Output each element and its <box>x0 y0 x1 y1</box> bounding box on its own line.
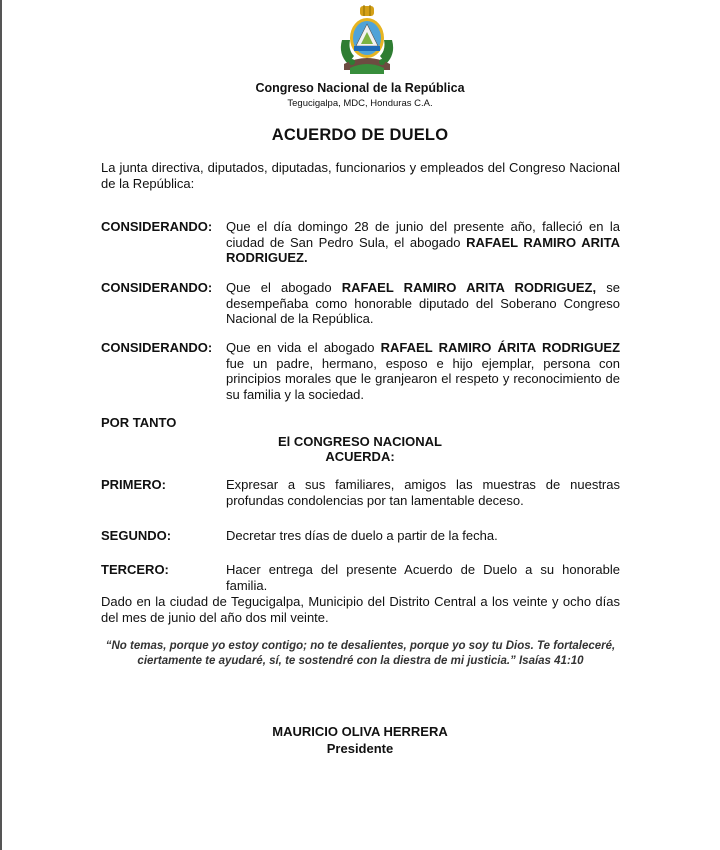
considerando-label: CONSIDERANDO: <box>101 280 213 295</box>
considerando-text-post: se desempeñaba como honorable diputado del Soberano Congreso Nacional de la República. <box>226 280 621 326</box>
acuerda-heading: ACUERDA: <box>325 449 395 464</box>
considerando-label: CONSIDERANDO: <box>101 219 213 234</box>
considerando-text-bold: RAFAEL RAMIRO ARITA RODRIGUEZ. <box>226 234 620 265</box>
signatory-role: Presidente <box>326 741 394 756</box>
resolution-label: TERCERO: <box>101 562 169 577</box>
intro-paragraph: La junta directiva, diputados, diputadas, funcionarios y empleados del Congreso Nacional de la República: <box>101 160 620 191</box>
considerando-text-pre: Que el día domingo 28 de junio del presente año, falleció en la ciudad de San Pedro Sula, el abogado <box>226 219 620 250</box>
considerando-text <box>226 280 620 327</box>
resolution-text: Decretar tres días de duelo a partir de la fecha. <box>226 528 498 543</box>
considerando-text-post: fue un padre, hermano, esposo e hijo ejemplar, persona con principios morales que le granjearon el respeto y reconocimiento de su familia y la sociedad. <box>226 355 620 402</box>
resolution-label: PRIMERO: <box>101 477 166 492</box>
congreso-heading: El CONGRESO NACIONAL <box>278 434 442 449</box>
resolution-text: Expresar a sus familiares, amigos las muestras de nuestras profundas condolencias por tan lamentable deceso. <box>226 477 620 508</box>
document-title: ACUERDO DE DUELO <box>271 126 449 144</box>
por-tanto-heading: POR TANTO <box>101 415 177 430</box>
considerando-text-pre: Que el abogado <box>226 280 342 295</box>
considerando-label: CONSIDERANDO: <box>101 340 213 355</box>
considerando-text <box>226 219 620 266</box>
signatory-name: MAURICIO OLIVA HERRERA <box>272 724 448 739</box>
institution-location: Tegucigalpa, MDC, Honduras C.A. <box>287 98 433 109</box>
institution-name: Congreso Nacional de la República <box>255 81 465 95</box>
considerando-text <box>226 340 620 402</box>
considerando-text-bold: RAFAEL RAMIRO ÁRITA RODRIGUEZ <box>380 340 621 355</box>
bible-quote: “No temas, porque yo estoy contigo; no te desalientes, porque yo soy tu Dios. Te fortaleceré, ciertamente te ayudaré, sí, te sostendré con la diestra de mi justicia.” Isaías 41:10 <box>105 640 616 667</box>
resolution-label: SEGUNDO: <box>101 528 172 543</box>
resolution-text: Hacer entrega del presente Acuerdo de Duelo a su honorable familia. <box>226 562 620 593</box>
coat-of-arms-emblem <box>336 4 398 76</box>
considerando-text-bold: RAFAEL RAMIRO ARITA RODRIGUEZ, <box>341 280 597 295</box>
dado-paragraph: Dado en la ciudad de Tegucigalpa, Municipio del Distrito Central a los veinte y ocho días del mes de junio del año dos mil veinte. <box>101 594 620 625</box>
considerando-text-pre: Que en vida el abogado <box>226 340 381 355</box>
